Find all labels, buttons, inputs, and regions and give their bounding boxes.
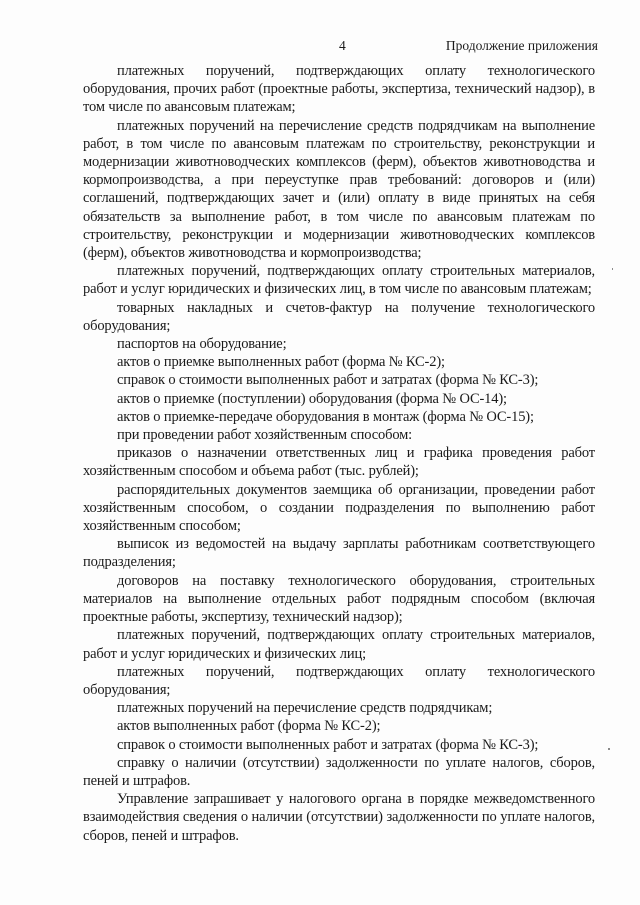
paragraph: платежных поручений на перечисление средств подрядчикам на выполнение работ, в том числе по авансовым платежам по строительству, реконструкции и модернизации животноводческих комплексов (ферм), объектов животноводства и кормопроизводства, а при переуступке прав требований: договоров и (или) соглашений, подтверждающих зачет и (или) оплату в виде принятых на себя обязательств за выполнение работ, в том числе по авансовым платежам по строительству, реконструкции и модернизации животноводческих комплексов (ферм), объектов животноводства и кормопроизводства; [83,117,595,262]
paragraph: актов о приемке-передаче оборудования в монтаж (форма № ОС-15); [117,408,534,425]
paragraph: справок о стоимости выполненных работ и затратах (форма № КС-3); [117,372,539,389]
page-number: 4 [339,38,346,53]
scan-speck [608,748,610,750]
paragraph: справку о наличии (отсутствии) задолженности по уплате налогов, сборов, пеней и штрафов. [83,754,595,789]
paragraph: справок о стоимости выполненных работ и затратах (форма № КС-3); [117,736,539,753]
scan-speck [612,268,613,270]
paragraph: при проведении работ хозяйственным способом: [117,427,413,444]
paragraph: выписок из ведомостей на выдачу зарплаты работникам соответствующего подразделения; [83,536,595,571]
paragraph: актов о приемке выполненных работ (форма № КС-2); [117,354,445,371]
paragraph: паспортов на оборудование; [117,336,287,353]
paragraph: товарных накладных и счетов-фактур на получение технологического оборудования; [83,299,595,334]
paragraph: платежных поручений на перечисление средств подрядчикам; [117,700,493,717]
document-body [83,62,595,845]
paragraph: договоров на поставку технологического оборудования, строительных материалов на выполнение отдельных работ подрядным способом (включая проектные работы, экспертизу, технический надзор); [83,572,595,626]
paragraph: актов выполненных работ (форма № КС-2); [117,718,381,735]
paragraph: платежных поручений, подтверждающих оплату технологического оборудования, прочих работ (проектные работы, экспертиза, технический надзор), в том числе по авансовым платежам; [83,63,595,116]
paragraph: актов о приемке (поступлении) оборудования (форма № ОС-14); [117,390,507,407]
paragraph: распорядительных документов заемщика об организации, проведении работ хозяйственным способом, о создании подразделения по выполнению работ хозяйственным способом; [83,481,595,535]
paragraph: платежных поручений, подтверждающих оплату строительных материалов, работ и услуг юридических и физических лиц; [83,627,595,662]
paragraph: платежных поручений, подтверждающих оплату технологического оборудования; [83,663,595,698]
header-continuation-label: Продолжение приложения [445,38,598,53]
page-header [0,38,640,58]
paragraph: Управление запрашивает у налогового органа в порядке межведомственного взаимодействия сведения о наличии (отсутствии) задолженности по уплате налогов, сборов, пеней и штрафов. [83,791,595,844]
paragraph: платежных поручений, подтверждающих оплату строительных материалов, работ и услуг юридических и физических лиц, в том числе по авансовым платежам; [83,263,595,298]
paragraph: приказов о назначении ответственных лиц и графика проведения работ хозяйственным способом и объема работ (тыс. рублей); [83,445,595,480]
